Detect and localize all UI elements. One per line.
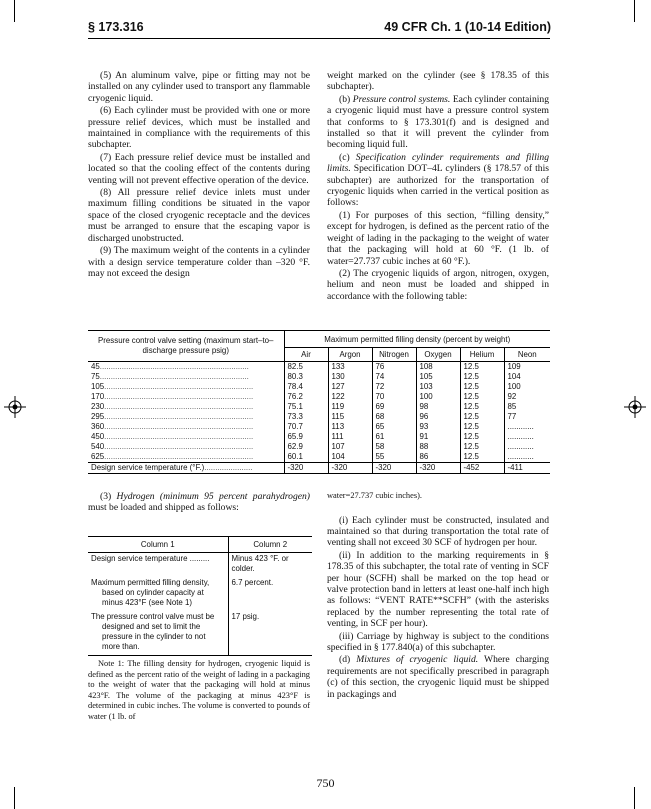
running-title: 49 CFR Ch. 1 (10-14 Edition) xyxy=(384,20,551,34)
row-label: 170.................................................................... xyxy=(91,392,254,401)
cell: 60.1 xyxy=(284,452,328,463)
row-label: 625.................................................................... xyxy=(91,452,254,461)
cell: 12.5 xyxy=(460,452,504,463)
left-column xyxy=(88,70,310,280)
cell: 55 xyxy=(372,452,416,463)
row-label: 105.................................................................... xyxy=(91,382,254,391)
column-header: Argon xyxy=(328,348,372,362)
cell: 133 xyxy=(328,362,372,373)
section-number: § 173.316 xyxy=(88,20,144,34)
column-header: Neon xyxy=(504,348,550,362)
cell: ............ xyxy=(504,422,550,432)
cell: 119 xyxy=(328,402,372,412)
crop-mark-tr-v xyxy=(634,0,635,22)
cell: 104 xyxy=(504,372,550,382)
cell: 109 xyxy=(504,362,550,373)
paragraph-a9: (9) The maximum weight of the contents in a cylinder with a design service temperature colder than –320 °F. may not exceed the design xyxy=(88,245,310,279)
cell: 100 xyxy=(504,382,550,392)
cell: 130 xyxy=(328,372,372,382)
lower-left-column xyxy=(88,491,310,515)
column-1-cell: Design service temperature ......... xyxy=(91,554,210,563)
cell: 12.5 xyxy=(460,402,504,412)
table-row xyxy=(88,392,550,402)
column-2-cell: Minus 423 °F. or colder. xyxy=(228,553,312,578)
right-column xyxy=(327,70,549,303)
table-row xyxy=(88,402,550,412)
cell: 74 xyxy=(372,372,416,382)
paragraph-d-body: Where charging requirements are not specifically prescribed in paragraph (c) of this section, the cryogenic liquid must be shipped in packagings and xyxy=(327,654,550,700)
column-header: Air xyxy=(284,348,328,362)
cell: 65.9 xyxy=(284,432,328,442)
cell: -320 xyxy=(416,463,460,474)
paragraph-d-lead: (d) xyxy=(339,654,357,666)
table-row xyxy=(88,432,550,442)
note-1-text: Note 1: The filling density for hydrogen, cryogenic liquid is defined as the percent ratio of the weight of lading in a packaging to the weight of water that the packaging will hold at minus 423°F. The volume of the packaging at minus 423°F is determined in cubic inches. The volume is converted to pounds of water (1 lb. of xyxy=(88,659,310,721)
row-label-text: Design service temperature (°F.) xyxy=(91,463,205,472)
row-label-text: 230 xyxy=(91,402,105,411)
cell: 76.2 xyxy=(284,392,328,402)
paragraph-c3 xyxy=(88,491,310,514)
cell: 122 xyxy=(328,392,372,402)
cell: 76 xyxy=(372,362,416,373)
cell: -452 xyxy=(460,463,504,474)
paragraph-b xyxy=(327,94,549,151)
cell: 12.5 xyxy=(460,422,504,432)
cell: 105 xyxy=(416,372,460,382)
note-1 xyxy=(88,659,310,723)
paragraph-d-title: Mixtures of cryogenic liquid. xyxy=(356,654,479,666)
table-row xyxy=(88,412,550,422)
paragraph-continued: weight marked on the cylinder (see § 178.35 of this subchapter). xyxy=(327,70,549,93)
table-row xyxy=(88,577,312,611)
row-label: 295.................................................................... xyxy=(91,412,254,421)
cell: 86 xyxy=(416,452,460,463)
cell: 78.4 xyxy=(284,382,328,392)
row-label-text: 45 xyxy=(91,362,100,371)
cell: 72 xyxy=(372,382,416,392)
registration-mark-left-icon xyxy=(4,396,26,418)
table-row xyxy=(88,452,550,463)
paragraph-c-title: Specification cylinder requirements and filling limits. xyxy=(327,151,550,175)
cell: 58 xyxy=(372,442,416,452)
cell: 69 xyxy=(372,402,416,412)
crop-mark-tl-v xyxy=(14,0,15,22)
cell: 96 xyxy=(416,412,460,422)
cell: 98 xyxy=(416,402,460,412)
paragraph-c2: (2) The cryogenic liquids of argon, nitrogen, oxygen, helium and neon must be loaded and shipped in accordance with the following table: xyxy=(327,267,549,302)
paragraph-c-body: Specification DOT–4L cylinders (§ 178.57 of this subchapter) are authorized for the transportation of cryogenic liquids when carried in the vertical position as follows: xyxy=(327,163,549,209)
row-label: 75.................................................................... xyxy=(91,372,249,381)
paragraph-c3-iii: (iii) Carriage by highway is subject to the conditions specified in § 177.840(a) of this subchapter. xyxy=(327,630,549,654)
paragraph-c3-body: must be loaded and shipped as follows: xyxy=(88,502,239,514)
cell: 82.5 xyxy=(284,362,328,373)
column-2-cell: 17 psig. xyxy=(228,611,312,656)
filling-density-table xyxy=(88,330,550,474)
cell: 65 xyxy=(372,422,416,432)
column-header: Nitrogen xyxy=(372,348,416,362)
cell: -320 xyxy=(328,463,372,474)
row-label-text: 540 xyxy=(91,442,105,451)
header-rule xyxy=(88,38,550,39)
paragraph-c xyxy=(327,152,549,209)
table-row xyxy=(88,382,550,392)
paragraph-c3-ii: (ii) In addition to the marking requirements in § 178.35 of this subchapter, the total rate of venting in SCF per hour (SCFH) shall be marked on the top head or valve protection band in letters at least one-half inch high as follows: “VENT RATE**SCFH” (with the asterisks replaced by the number representing the total rate of venting, in SCF per hour). xyxy=(327,549,549,630)
table-row xyxy=(88,372,550,382)
table-row xyxy=(88,553,312,578)
table-row xyxy=(88,442,550,452)
row-label-text: 105 xyxy=(91,382,105,391)
page-number: 750 xyxy=(316,776,335,790)
row-label: Design service temperature (°F.)...................... xyxy=(88,463,284,474)
paragraph-a7: (7) Each pressure relief device must be installed and located so that the cooling effect of the contents during venting will not prevent effective operation of the device. xyxy=(88,151,310,186)
row-label: 230.................................................................... xyxy=(91,402,254,411)
row-label: 45.................................................................... xyxy=(91,362,249,371)
cell: 61 xyxy=(372,432,416,442)
cell: 104 xyxy=(328,452,372,463)
design-temperature-row xyxy=(88,463,550,474)
cell: 68 xyxy=(372,412,416,422)
column-2-header: Column 2 xyxy=(228,537,312,553)
cell: 91 xyxy=(416,432,460,442)
cell: 12.5 xyxy=(460,412,504,422)
group-header: Maximum permitted filling density (percent by weight) xyxy=(284,331,550,348)
cell: 103 xyxy=(416,382,460,392)
registration-mark-right-icon xyxy=(624,396,646,418)
cell: 100 xyxy=(416,392,460,402)
paragraph-c3-lead: (3) xyxy=(100,491,117,502)
cell: 88 xyxy=(416,442,460,452)
paragraph-c1: (1) For purposes of this section, “filling density,” except for hydrogen, is defined as the percent ratio of the weight of lading in the packaging to the weight of water that the packaging will hold at 60 °F. (1 lb. of water=27.737 cubic inches at 60 °F.). xyxy=(327,209,549,267)
table-row xyxy=(88,422,550,432)
paragraph-a6: (6) Each cylinder must be provided with one or more pressure relief devices, which must be installed and maintained in compliance with the requirements of this subchapter. xyxy=(88,105,310,151)
column-1-cell: The pressure control valve must be designed and set to limit the pressure in the cylinder to not more than. xyxy=(88,611,228,656)
column-header: Oxygen xyxy=(416,348,460,362)
cell: 12.5 xyxy=(460,442,504,452)
paragraph-c3-title: Hydrogen (minimum 95 percent parahydrogen) xyxy=(116,491,310,502)
paragraph-c-lead: (c) xyxy=(339,151,356,163)
cell: 70 xyxy=(372,392,416,402)
table-row xyxy=(88,611,312,656)
row-label-text: 450 xyxy=(91,432,105,441)
paragraph-b-body: Each cylinder containing a cryogenic liquid must have a pressure control system that conforms to § 173.301(f) and is designed and installed so that it will prevent the cylinder from becoming liquid full. xyxy=(327,93,549,151)
cell: 107 xyxy=(328,442,372,452)
cell: 12.5 xyxy=(460,372,504,382)
table-row xyxy=(88,362,550,373)
column-1-header: Column 1 xyxy=(88,537,228,553)
cell: 12.5 xyxy=(460,362,504,373)
hydrogen-table xyxy=(88,536,312,656)
cell: 111 xyxy=(328,432,372,442)
paragraph-a8: (8) All pressure relief device inlets must under maximum filling conditions be situated in the vapor space of the closed cryogenic receptacle and the devices must be arranged to ensure that the escaping vapor is discharged unobstructed. xyxy=(88,187,310,244)
cell: ............ xyxy=(504,442,550,452)
cell: 77 xyxy=(504,412,550,422)
paragraph-c3-i: (i) Each cylinder must be constructed, insulated and maintained so that during transportation the total rate of venting shall not exceed 30 SCF of hydrogen per hour. xyxy=(327,514,549,549)
cell: ............ xyxy=(504,432,550,442)
cell: 75.1 xyxy=(284,402,328,412)
cell: ............ xyxy=(504,452,550,463)
paragraph-b-title: Pressure control systems. xyxy=(352,93,451,105)
row-label-text: 75 xyxy=(91,372,100,381)
row-label-text: 360 xyxy=(91,422,105,431)
row-label-text: 170 xyxy=(91,392,105,401)
cell: 12.5 xyxy=(460,432,504,442)
row-label-text: 625 xyxy=(91,452,105,461)
cell: 127 xyxy=(328,382,372,392)
cell: 115 xyxy=(328,412,372,422)
cell: 113 xyxy=(328,422,372,432)
cell: 108 xyxy=(416,362,460,373)
column-2-cell: 6.7 percent. xyxy=(228,577,312,611)
paragraph-a5: (5) An aluminum valve, pipe or fitting may not be installed on any cylinder used to transport any flammable cryogenic liquid. xyxy=(88,70,310,104)
cell: 12.5 xyxy=(460,382,504,392)
cell: 93 xyxy=(416,422,460,432)
cell: -411 xyxy=(504,463,550,474)
row-label: 540.................................................................... xyxy=(91,442,254,451)
cell: 73.3 xyxy=(284,412,328,422)
paragraph-d xyxy=(327,654,549,700)
row-label-text: 295 xyxy=(91,412,105,421)
note-continued: water=27.737 cubic inches). xyxy=(327,491,422,500)
cell: 80.3 xyxy=(284,372,328,382)
cell: 62.9 xyxy=(284,442,328,452)
stub-header: Pressure control valve setting (maximum start–to–discharge pressure psig) xyxy=(88,331,284,362)
cell: 92 xyxy=(504,392,550,402)
column-header: Helium xyxy=(460,348,504,362)
cell: -320 xyxy=(372,463,416,474)
row-label: 360.................................................................... xyxy=(91,422,254,431)
cell: -320 xyxy=(284,463,328,474)
paragraph-b-lead: (b) xyxy=(339,93,353,105)
cell: 85 xyxy=(504,402,550,412)
cell: 12.5 xyxy=(460,392,504,402)
lower-right-column xyxy=(327,491,549,701)
column-1-cell: Maximum permitted filling density, based on cylinder capacity at minus 423°F (see Note 1) xyxy=(91,578,210,607)
row-label: 450.................................................................... xyxy=(91,432,254,441)
cell: 70.7 xyxy=(284,422,328,432)
